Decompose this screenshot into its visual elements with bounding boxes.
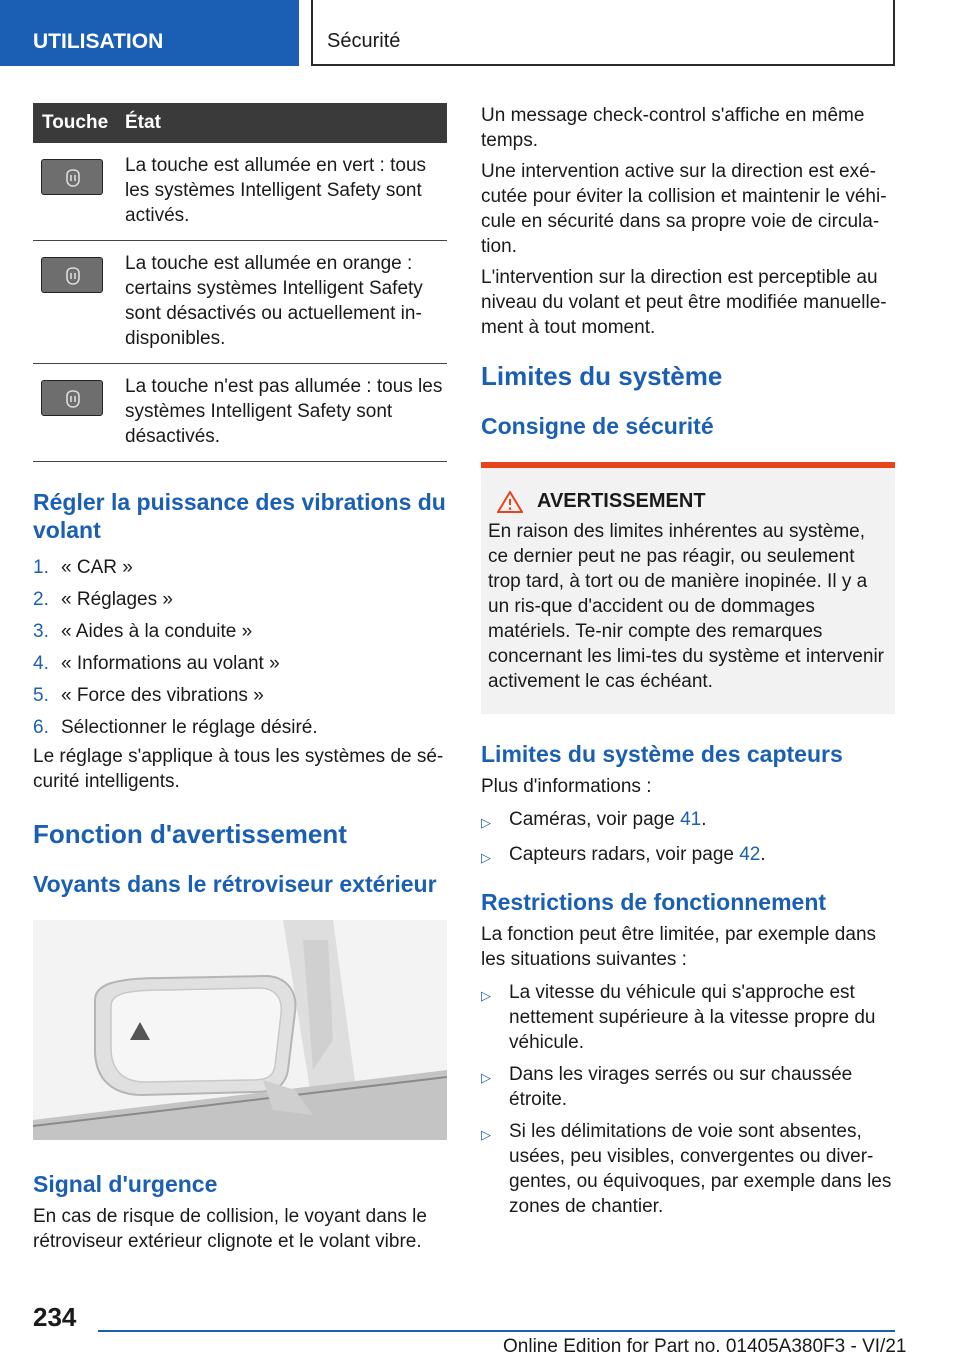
- list-item: ▷ Si les délimitations de voie sont absentes, usées, peu visibles, convergentes ou diver-gentes, ou équivoques, par exemple dans les zones de chantier.: [481, 1121, 892, 1217]
- more-info-text: Plus d'informations :: [481, 776, 652, 797]
- sensor-list: [481, 807, 895, 870]
- triangle-bullet-icon: ▷: [481, 815, 491, 830]
- triangle-bullet-icon: ▷: [481, 850, 491, 865]
- list-item: ▷ Caméras, voir page 41.: [481, 807, 895, 835]
- chapter-title: Sécurité: [311, 0, 895, 66]
- intelligent-safety-button-icon: [41, 380, 103, 416]
- edition-text: Online Edition for Part no. 01405A380F3 - VI/21: [503, 1336, 907, 1357]
- sensor-limits-heading: Limites du système des capteurs: [481, 741, 843, 767]
- state-text: La touche est allumée en vert : tous les systèmes Intelligent Safety sont activés.: [125, 155, 427, 226]
- list-item: ▷ La vitesse du véhicule qui s'approche est nettement supérieure à la vitesse propre du véhicule.: [481, 982, 876, 1053]
- section-tab: UTILISATION: [0, 0, 299, 66]
- column-header-key: Touche: [42, 112, 109, 133]
- page-link[interactable]: 42: [739, 844, 761, 865]
- restrictions-list: [481, 980, 895, 1219]
- footer-rule: [98, 1330, 895, 1332]
- intro-paragraph: Un message check-control s'affiche en même temps.: [481, 105, 865, 151]
- left-column: [33, 103, 447, 1254]
- safety-heading: Consigne de sécurité: [481, 413, 714, 439]
- system-limits-heading: Limites du système: [481, 361, 723, 391]
- urgency-text: En cas de risque de collision, le voyant dans le rétroviseur extérieur clignote et le volant vibre.: [33, 1206, 427, 1252]
- vibration-heading: Régler la puissance des vibrations du volant: [33, 489, 446, 543]
- restrictions-heading: Restrictions de fonctionnement: [481, 889, 827, 915]
- intelligent-safety-button-icon: [41, 257, 103, 293]
- list-item: ▷ Capteurs radars, voir page 42.: [481, 842, 895, 870]
- page-link[interactable]: 41: [680, 809, 702, 830]
- list-item: 4. « Informations au volant »: [33, 653, 280, 674]
- column-header-state: État: [125, 112, 161, 133]
- table-row: [33, 364, 447, 462]
- warning-text: En raison des limites inhérentes au système, ce dernier peut ne pas réagir, ou seulement trop tard, à tort ou de manière inopinée. Il y a un ris-que d'accident ou de dommages matériels. Te-nir compte des remarques concernant les limi-tes du système et intervenir activement le cas échéant.: [488, 521, 884, 692]
- triangle-bullet-icon: ▷: [481, 1070, 491, 1085]
- page-number: 234: [33, 1302, 77, 1332]
- steps-list: [33, 552, 447, 744]
- warning-triangle-icon: [497, 491, 523, 513]
- intelligent-safety-button-icon: [41, 159, 103, 195]
- warning-box: [481, 462, 895, 714]
- table-header: [33, 103, 447, 143]
- list-item: 2. « Réglages »: [33, 589, 173, 610]
- list-item: 5. « Force des vibrations »: [33, 685, 264, 706]
- table-row: [33, 241, 447, 364]
- key-state-table: [33, 103, 447, 462]
- restrictions-intro: La fonction peut être limitée, par exemple dans les situations suivantes :: [481, 924, 877, 970]
- state-text: La touche n'est pas allumée : tous les systèmes Intelligent Safety sont désactivés.: [125, 376, 443, 447]
- list-item: ▷ Dans les virages serrés ou sur chaussée étroite.: [481, 1064, 853, 1110]
- list-item: 3. « Aides à la conduite »: [33, 621, 253, 642]
- steps-note: Le réglage s'applique à tous les systèmes de sé-curité intelligents.: [33, 746, 444, 792]
- warning-function-heading: Fonction d'avertissement: [33, 819, 347, 849]
- state-text: La touche est allumée en orange : certains systèmes Intelligent Safety sont désactivés ou actuellement in-disponibles.: [125, 253, 423, 349]
- right-column: [481, 103, 895, 1226]
- intro-paragraph: Une intervention active sur la direction est exé-cutée pour éviter la collision et maintenir le véhi-cule en sécurité dans sa propre voie de circula-tion.: [481, 161, 887, 257]
- urgency-heading: Signal d'urgence: [33, 1171, 218, 1197]
- mirror-warning-image: [33, 920, 447, 1140]
- triangle-bullet-icon: ▷: [481, 988, 491, 1003]
- list-item: 6. Sélectionner le réglage désiré.: [33, 717, 318, 738]
- intro-paragraph: L'intervention sur la direction est perceptible au niveau du volant et peut être modifiée manuelle-ment à tout moment.: [481, 267, 887, 338]
- triangle-bullet-icon: ▷: [481, 1127, 491, 1142]
- warning-title: AVERTISSEMENT: [488, 490, 888, 513]
- list-item: 1. « CAR »: [33, 557, 133, 578]
- mirror-heading: Voyants dans le rétroviseur extérieur: [33, 871, 437, 897]
- table-row: [33, 143, 447, 241]
